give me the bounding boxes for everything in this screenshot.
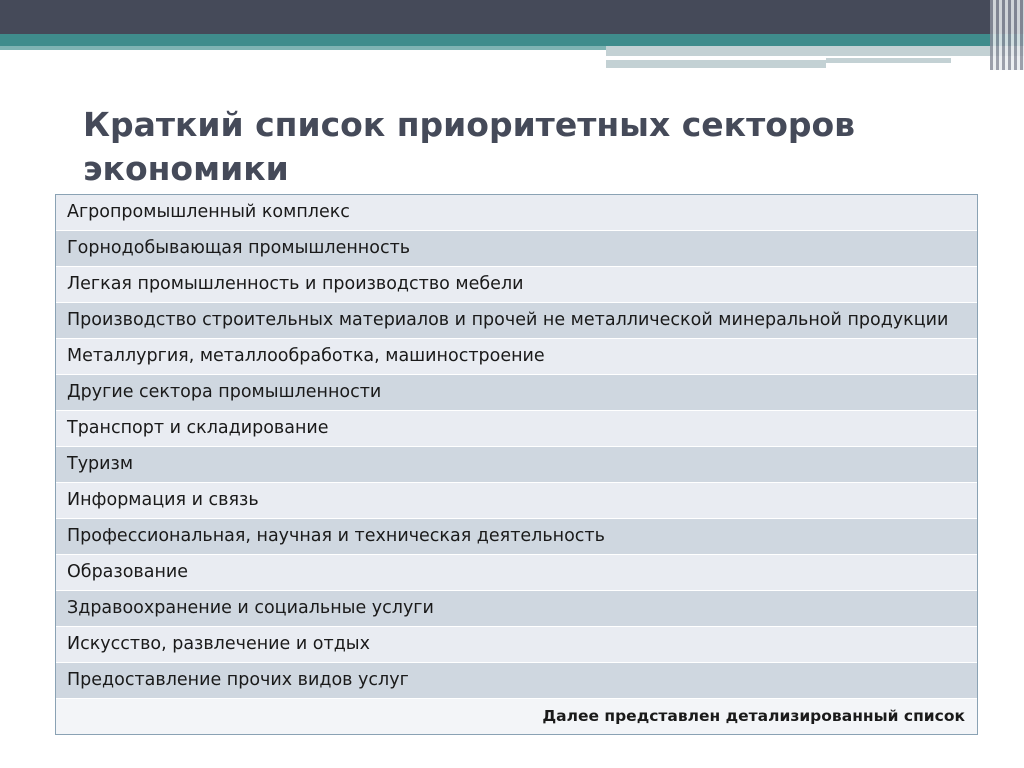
sector-list [55,194,978,735]
header-accent-stripe [0,34,1024,46]
list-item: Горнодобывающая промышленность [56,230,977,266]
header-accent-stripe-thin [0,46,606,50]
list-item: Другие сектора промышленности [56,374,977,410]
header-decor-line [606,60,826,68]
list-item: Производство строительных материалов и прочей не металлической минеральной продукции [56,302,977,338]
list-item: Искусство, развлечение и отдых [56,626,977,662]
list-item: Туризм [56,446,977,482]
header-decor-line [606,46,1024,56]
list-item: Здравоохранение и социальные услуги [56,590,977,626]
list-item: Профессиональная, научная и техническая деятельность [56,518,977,554]
list-item: Информация и связь [56,482,977,518]
list-item: Агропромышленный комплекс [56,195,977,230]
list-item: Образование [56,554,977,590]
header-decor-line [826,58,951,63]
header-bar [0,0,1024,34]
footer-note: Далее представлен детализированный список [56,698,977,734]
list-item: Металлургия, металлообработка, машиностроение [56,338,977,374]
list-item: Предоставление прочих видов услуг [56,662,977,698]
corner-decor-stripes [990,0,1024,70]
list-item: Транспорт и складирование [56,410,977,446]
slide-title: Краткий список приоритетных секторов экономики [83,105,856,188]
list-item: Легкая промышленность и производство мебели [56,266,977,302]
